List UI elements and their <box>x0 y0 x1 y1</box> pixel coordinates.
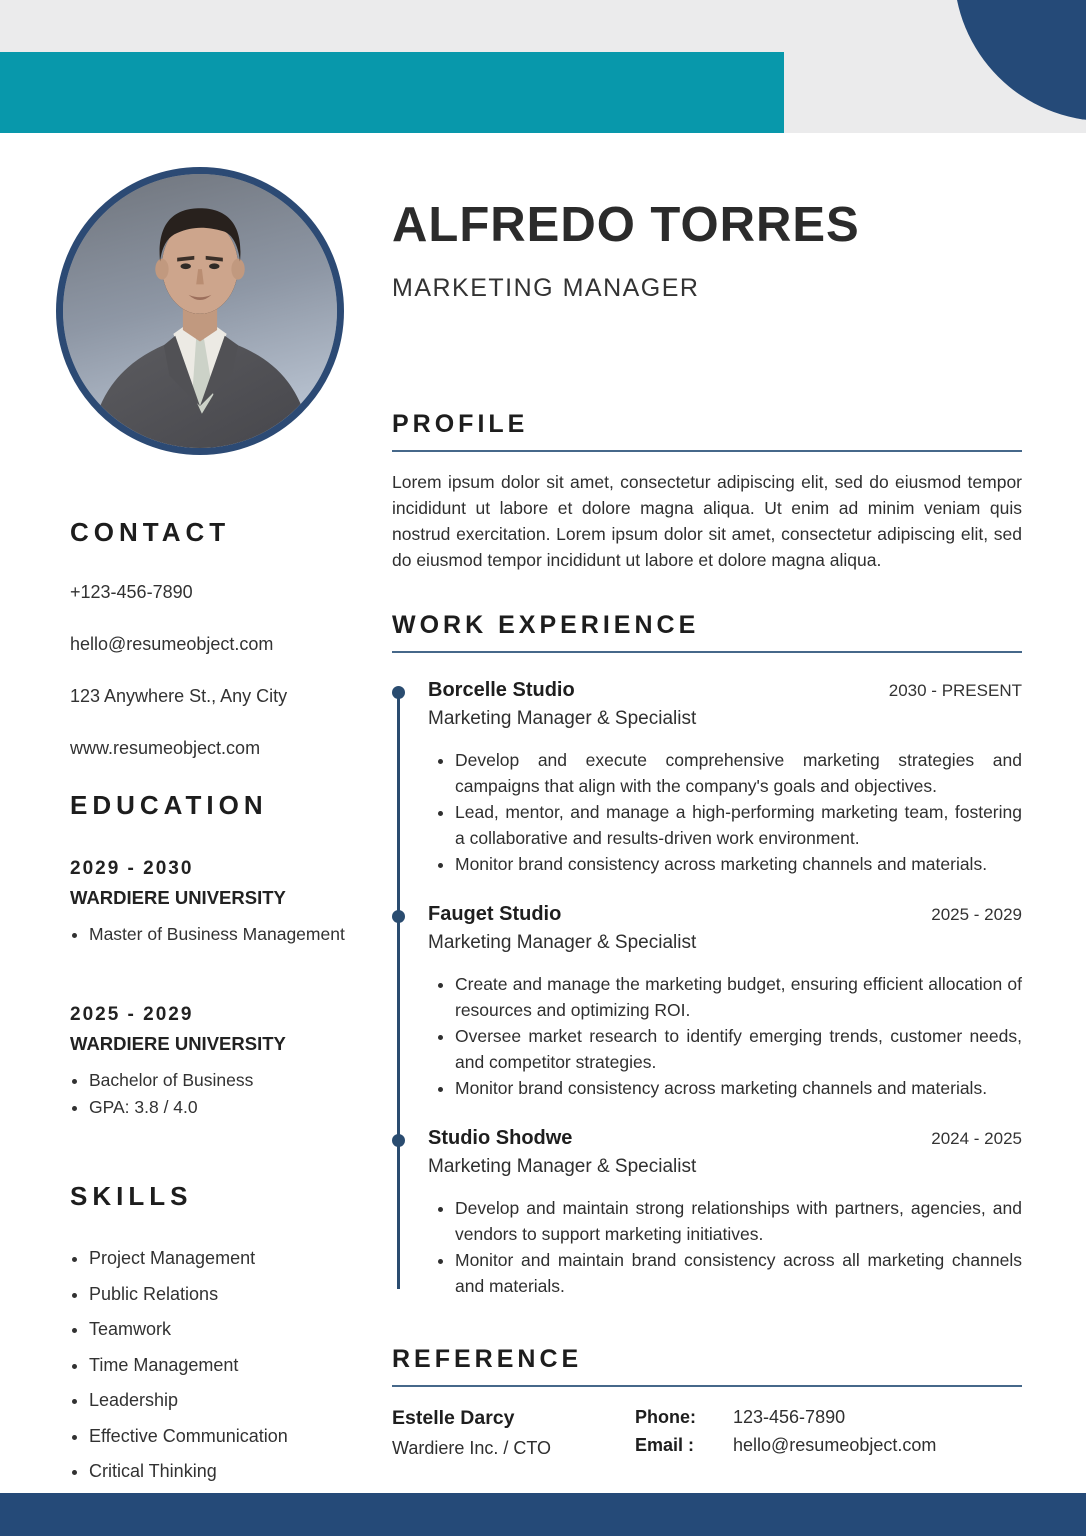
contact-list <box>70 582 362 759</box>
job-bullets <box>428 971 1022 1101</box>
reference-name: Estelle Darcy <box>392 1407 515 1429</box>
contact-item-website: www.resumeobject.com <box>70 738 261 758</box>
profile-section <box>392 410 1022 573</box>
reference-section <box>392 1345 1022 1459</box>
reference-person <box>392 1407 635 1459</box>
reference-heading: REFERENCE <box>392 1345 583 1373</box>
profile-text: Lorem ipsum dolor sit amet, consectetur adipiscing elit, sed do eiusmod tempor incididunt ut labore et dolore magna aliqua. Ut enim ad minim veniam quis nostrud exercitation. Lorem ipsum dolor sit amet, consectetur adipiscing elit, sed do eiusmod tempor incididunt ut labore et dolore magna aliqua. <box>392 472 1022 570</box>
job-bullet: • Lead, mentor, and manage a high-performing marketing team, fostering a collaborative and results-driven work environment. <box>455 799 1022 851</box>
contact-item-address: 123 Anywhere St., Any City <box>70 686 288 706</box>
profile-photo <box>56 167 344 455</box>
education-entry <box>70 858 362 948</box>
education-bullets <box>70 1067 362 1121</box>
profile-heading: PROFILE <box>392 410 529 438</box>
timeline-line <box>397 693 400 1289</box>
job-bullet: • Develop and maintain strong relationships with partners, agencies, and vendors to support marketing initiatives. <box>455 1195 1022 1247</box>
job-entry <box>428 1127 1022 1299</box>
job-role: Marketing Manager & Specialist <box>428 708 697 729</box>
work-experience-rule <box>392 651 1022 653</box>
profile-rule <box>392 450 1022 452</box>
education-dates: 2029 - 2030 <box>70 858 194 879</box>
timeline-dot-icon <box>392 1134 405 1147</box>
reference-phone-label: Phone: <box>635 1407 696 1427</box>
job-company: Fauget Studio <box>428 903 562 925</box>
skill-item: • Project Management <box>89 1248 362 1269</box>
skill-item: • Effective Communication <box>89 1426 362 1447</box>
job-bullets <box>428 747 1022 877</box>
job-entry <box>428 679 1022 877</box>
sidebar <box>0 133 392 1497</box>
work-experience-section <box>392 611 1022 1299</box>
skill-item: • Teamwork <box>89 1319 362 1340</box>
job-bullet: • Oversee market research to identify emerging trends, customer needs, and competitor strategies. <box>455 1023 1022 1075</box>
education-bullet: • Bachelor of Business <box>89 1067 362 1094</box>
portrait-illustration <box>63 174 337 448</box>
job-dates: 2024 - 2025 <box>931 1129 1022 1148</box>
skills-list <box>70 1248 362 1482</box>
timeline-dot-icon <box>392 910 405 923</box>
job-bullet: • Create and manage the marketing budget, ensuring efficient allocation of resources and optimizing ROI. <box>455 971 1022 1023</box>
education-heading: EDUCATION <box>70 790 268 820</box>
person-name: ALFREDO TORRES <box>392 198 860 252</box>
contact-item-email: hello@resumeobject.com <box>70 634 274 654</box>
education-entry <box>70 1004 362 1121</box>
job-role: Marketing Manager & Specialist <box>428 1156 697 1177</box>
job-company: Borcelle Studio <box>428 679 575 701</box>
job-entry <box>428 903 1022 1101</box>
job-bullet: • Monitor brand consistency across marketing channels and materials. <box>455 1075 1022 1101</box>
job-header <box>428 1127 1022 1150</box>
contact-heading: CONTACT <box>70 517 231 547</box>
work-experience-heading: WORK EXPERIENCE <box>392 611 700 639</box>
skill-item: • Public Relations <box>89 1284 362 1305</box>
job-dates: 2025 - 2029 <box>931 905 1022 924</box>
job-header <box>428 903 1022 926</box>
job-dates: 2030 - PRESENT <box>888 681 1022 700</box>
education-bullet: • GPA: 3.8 / 4.0 <box>89 1094 362 1121</box>
skill-item: • Leadership <box>89 1390 362 1411</box>
jobs-timeline <box>392 679 1022 1299</box>
contact-item-phone: +123-456-7890 <box>70 582 193 602</box>
timeline-dot-icon <box>392 686 405 699</box>
education-bullets <box>70 921 362 948</box>
education-dates: 2025 - 2029 <box>70 1004 194 1025</box>
skill-item: • Critical Thinking <box>89 1461 362 1482</box>
job-role: Marketing Manager & Specialist <box>428 932 697 953</box>
job-bullets <box>428 1195 1022 1299</box>
main-column <box>392 133 1022 1497</box>
reference-contact <box>635 1407 936 1459</box>
reference-details <box>392 1407 1022 1459</box>
job-bullet: • Monitor brand consistency across marketing channels and materials. <box>455 851 1022 877</box>
job-bullet: • Monitor and maintain brand consistency across all marketing channels and materials. <box>455 1247 1022 1299</box>
footer-decoration-band <box>0 1493 1086 1536</box>
skill-item: • Time Management <box>89 1355 362 1376</box>
sidebar-sections <box>0 517 392 1482</box>
reference-phone-value: 123-456-7890 <box>733 1407 846 1427</box>
person-title: MARKETING MANAGER <box>392 274 700 302</box>
job-bullet: • Develop and execute comprehensive marketing strategies and campaigns that align with the company's goals and objectives. <box>455 747 1022 799</box>
education-school: WARDIERE UNIVERSITY <box>70 887 286 908</box>
reference-rule <box>392 1385 1022 1387</box>
reference-org: Wardiere Inc. / CTO <box>392 1438 552 1458</box>
education-bullet: • Master of Business Management <box>89 921 362 948</box>
job-company: Studio Shodwe <box>428 1127 573 1149</box>
reference-email-value: hello@resumeobject.com <box>733 1435 937 1455</box>
skills-heading: SKILLS <box>70 1181 193 1211</box>
reference-email-label: Email : <box>635 1435 695 1455</box>
job-header <box>428 679 1022 702</box>
education-school: WARDIERE UNIVERSITY <box>70 1033 286 1054</box>
